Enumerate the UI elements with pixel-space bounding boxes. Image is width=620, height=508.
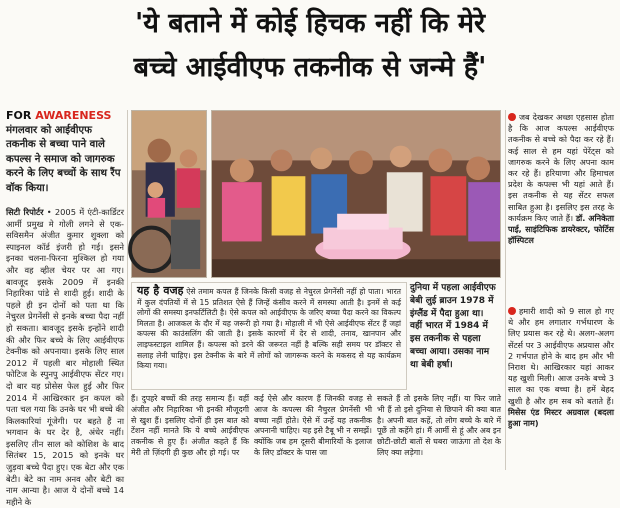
quote-doctor-author: डॉ. अनिकेता पाई, साइंटिफिक डायरेक्टर, फोर्टिस हॉस्पिटल bbox=[508, 212, 614, 246]
lead-text: • 2005 में एंटी-कार्डिटर आर्मी प्रमुख मे गोली लगने से एक-सविसमैन अंजीत कुमार शुक्ला को स्पाइनल कॉर्ड इंजरी हो गई। इसने इनका चलना-फिरना मुश्किल हो गया और वह व्हील चेयर पर आ गए। बावजूद इसके 2009 में इनकी निहारिका पांडे से शादी हुई। शादी के पहले ही इन दोनों को पता था कि नेचुरल प्रेगनेंसी से इनके बच्चा पैदा नहीं हो सकता। बावजूद इसके इन्होंने शादी की और फिर बच्चे के लिए आईवीएफ टेक्नीक को अपनाया। इसके लिए साल 2012 में पहली बार मोहाली स्थित फोटिज के स्पुनपु आईवीएफ सेंटर गए। दो बार यह प्रोसेस फेल हुई और फिर 2014 में आखिरकार इन कपल को पता चल गया कि उनके घर भी बच्चे की किलकारियां गूंजेगी। पर बहते हैं ना भगवान के घर देर है, अंधेर नहीं। इसलिए तीन साल को कोशिश के बाद सितंबर 15, 2015 को इनके घर जुड़वा बच्चे पैदा हुए। एक बेटा और एक बेटी। बेटे का नाम अनव और बेटी का नाम आन्या है। आज ये दोनों बच्चे 14 महीने के bbox=[6, 207, 124, 507]
tag-awareness: AWARENESS bbox=[35, 109, 112, 122]
awareness-tag bbox=[6, 109, 124, 122]
lead-column bbox=[6, 207, 124, 507]
bullet-icon bbox=[508, 307, 516, 315]
reason-text: ऐसे तमाम कपल हैं जिनके किसी वजह से नेचुरल प्रेगनेंसी नहीं हो पाता। भारत में कुल दंपतियों में से 15 प्रतिशत ऐसे हैं जिन्हें कंसीव करने में समस्या आती है। इनमें से कई लोगों की समस्या इनफर्टिलिटी है। ऐसे कपल को आईवीएफ के जरिए बच्चा पैदा करने का विकल्प मिलता है। आजकल के दौर में यह जरूरी हो गया है। मोहाली में भी ऐसे आईवीएफ सेंटर हैं जहां कपल्स की काउंसलिंग की जाती है। इसके कारणों में देर से शादी, तनाव, खानपान और लाइफस्टाइल शामिल हैं। कपल्स को डरने की जरूरत नहीं है बल्कि सही समय पर डॉक्टर से सलाह लेनी चाहिए। इस टेक्नीक के बारे में लोगों को जागरूक करने के मकसद से यह कार्यक्रम किया गया। bbox=[137, 287, 402, 371]
quote-couple-author: मिसेस एंड मिस्टर अग्रवाल (बदला हुआ नाम) bbox=[508, 406, 614, 429]
column-divider-right bbox=[505, 110, 506, 470]
quote-doctor bbox=[508, 112, 614, 300]
quote-couple bbox=[508, 306, 614, 472]
headline-line-1: 'ये बताने में कोई हिचक नहीं कि मेरे bbox=[134, 8, 486, 39]
reason-heading: यह है वजह bbox=[137, 284, 184, 297]
reason-box bbox=[131, 282, 407, 390]
tag-for: FOR bbox=[6, 109, 32, 122]
world-first-ivf-box: दुनिया में पहला आईवीएफ बेबी लुई ब्राउन 1978 में इंग्लैंड में पैदा हुआ था। वहीं भारत में 1984 में इस तकनीक से पहला बच्चा आया। उसका नाम था बेबी हर्षा। bbox=[410, 283, 496, 370]
headline-line-2: बच्चे आईवीएफ तकनीक से जन्मे हैं' bbox=[133, 52, 487, 83]
bottom-column-3: सकते हैं तो इसके लिए नहीं। या फिर जाते भी हैं तो इसे दुनिया से छिपाने की क्या बात है। अपनी बात कहें, तो लोग बच्चे के बारे में पूछें तो कहेंगे हां। मैं आर्मी से हूं और अब इन छोटी-छोटी बातों से घबरा जाऊंगा तो देश के लिए क्या लड़ेगा। bbox=[377, 394, 501, 457]
bottom-column-1: हैं। दुपहरे बच्चों की तरह समान्य हैं। वहीं अंजीत और निहारिका भी इनकी मौजूदगी से खुश हैं। इसलिए दोनों ही इस बात को टेंशन नहीं मानते कि ये बच्चे आईवीएफ तकनीक से हुए हैं। अंजीत कहते हैं कि मेरी तो ज़िंदगी ही कुछ और हो गई। पर bbox=[131, 394, 249, 457]
story-deck: मंगलवार को आईवीएफ तकनीक से बच्चा पाने वाले कपल्स ने समाज को जागरुक करने के लिए बच्चों के साथ रैंप वॉक किया। bbox=[6, 125, 121, 194]
bottom-column-2: कई ऐसे और कारण हैं जिनकी वजह से आज के कपल्स की नैचुरल प्रेगनेंसी भी बच्चा नहीं होते। ऐसे में उन्हें यह तकनीक अपनानी चाहिए। यह इसे टैबू भी न समझें। क्योंकि जब हम दूसरी बीमारियों के इलाज के लिए डॉक्टर के पास जा bbox=[254, 394, 372, 457]
column-divider-left bbox=[127, 110, 128, 470]
headline bbox=[8, 2, 612, 94]
bullet-icon bbox=[508, 113, 516, 121]
quote-doctor-text: जब देखकर अच्छा एहसास होता है कि आज कपल्स आईवीएफ तकनीक से बच्चे को पैदा कर रहे हैं। कई साल से हम यहां पेरेंट्स को जागरुक करने के लिए अपना काम कर रहे हैं। हरियाणा और हिमाचल प्रदेश के कपल्स भी यहां आते हैं। इस तकनीक से यह सेंटर सफल साबित हुआ है। इसलिए इस तरह के कार्यक्रम किए जाते हैं। bbox=[508, 112, 614, 223]
quote-couple-text: हमारी शादी को 9 साल हो गए थे और हम लगातार गर्भधारण के लिए प्रयास कर रहे थे। अलग-अलग सेंटर्स पर 3 आईवीएफ अप्रयास और 2 गर्भपात होने के बाद हम और भी निराश थे। आखिरकार यहां आकर यह खुशी मिली। आज उनके बच्चे 3 साल का एक बच्चा है। हमें बेहद खुशी है और हम सब को बताते हैं। bbox=[508, 306, 614, 406]
photo-family-wheelchair bbox=[131, 110, 207, 278]
byline: सिटी रिपोर्टर bbox=[6, 207, 44, 217]
photo-kids-cake bbox=[211, 110, 501, 278]
